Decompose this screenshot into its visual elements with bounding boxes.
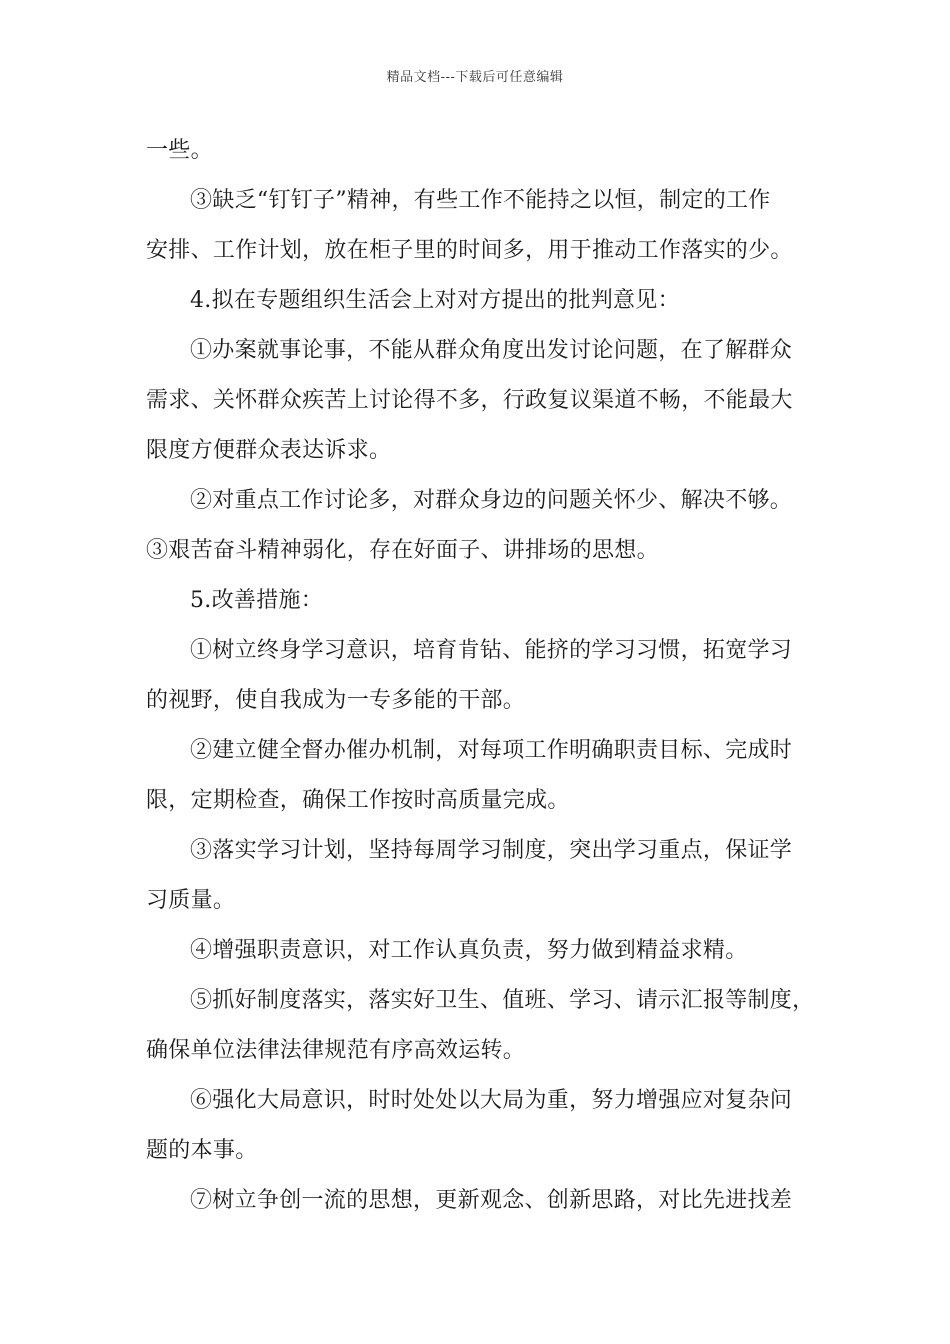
text-line: ③落实学习计划，坚持每周学习制度，突出学习重点，保证学: [190, 838, 793, 863]
text-line: ②对重点工作讨论多，对群众身边的问题关怀少、解决不够。: [190, 488, 793, 513]
text-line: 限，定期检查，确保工作按时高质量完成。: [146, 788, 570, 813]
text-line: 的视野，使自我成为一专多能的干部。: [146, 688, 526, 713]
text-line: 安排、工作计划，放在柜子里的时间多，用于推动工作落实的少。: [146, 238, 793, 263]
text-line: ⑦树立争创一流的思想，更新观念、创新思路，对比先进找差: [190, 1188, 793, 1213]
text-line: 题的本事。: [146, 1138, 258, 1163]
text-line: ③缺乏“钉钉子”精神，有些工作不能持之以恒，制定的工作: [190, 188, 771, 213]
text-line: ①办案就事论事，不能从群众角度出发讨论问题，在了解群众: [190, 338, 793, 363]
text-line: ①树立终身学习意识，培育肯钻、能挤的学习习惯，拓宽学习: [190, 638, 793, 663]
text-line: ⑤抓好制度落实，落实好卫生、值班、学习、请示汇报等制度，: [190, 988, 815, 1013]
text-line: 限度方便群众表达诉求。: [146, 438, 392, 463]
text-line: 确保单位法律法律规范有序高效运转。: [146, 1038, 526, 1063]
text-line: ④增强职责意识，对工作认真负责，努力做到精益求精。: [190, 938, 748, 963]
text-line: 习质量。: [146, 888, 236, 913]
text-line: 一些。: [146, 138, 213, 163]
text-line: ⑥强化大局意识，时时处处以大局为重，努力增强应对复杂问: [190, 1088, 793, 1113]
section-heading: 4.拟在专题组织生活会上对对方提出的批判意见：: [190, 288, 680, 313]
page-header: 精品文档---下载后可任意编辑: [386, 70, 564, 85]
text-line: 需求、关怀群众疾苦上讨论得不多，行政复议渠道不畅，不能最大: [146, 388, 793, 413]
text-line: ③艰苦奋斗精神弱化，存在好面子、讲排场的思想。: [146, 538, 659, 563]
section-heading: 5.改善措施：: [190, 588, 324, 613]
text-line: ②建立健全督办催办机制，对每项工作明确职责目标、完成时: [190, 738, 793, 763]
